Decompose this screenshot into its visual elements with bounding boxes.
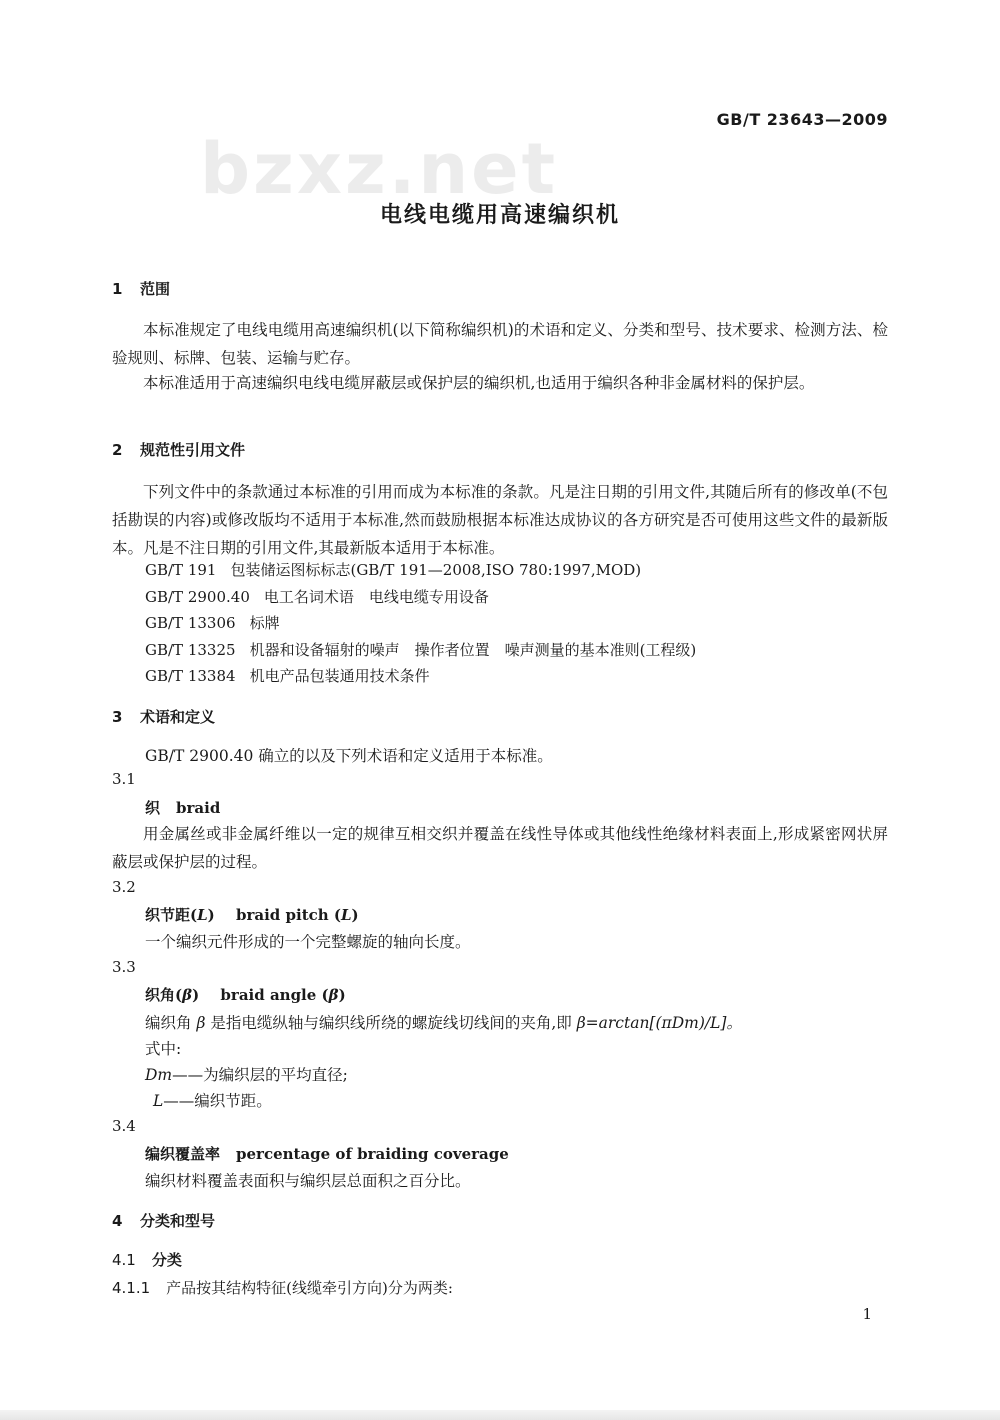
- section-2-paragraph: 下列文件中的条款通过本标准的引用而成为本标准的条款。凡是注日期的引用文件,其随后所有的修改单(不包括勘误的内容)或修改版均不适用于本标准,然而鼓励根据本标准达成协议的各方研究是否可使用这些文件的最新版本。凡是不注日期的引用文件,其最新版本适用于本标准。: [112, 483, 888, 557]
- reference-item: [145, 639, 696, 660]
- term-cn-close: ): [192, 986, 200, 1004]
- term-symbol: L: [341, 906, 352, 924]
- reference-code: GB/T 191: [145, 561, 217, 579]
- definition-text: 是指电缆纵轴与编织线所绕的螺旋线切线间的夹角,即: [205, 1014, 577, 1032]
- term-cn: 织: [145, 799, 161, 817]
- term-en: braid pitch (: [236, 906, 341, 924]
- term-braid: [145, 797, 220, 818]
- section-1-heading: [112, 278, 170, 299]
- reference-item: [145, 612, 280, 633]
- section-title: 规范性引用文件: [140, 441, 246, 459]
- reference-item: [145, 665, 430, 686]
- subsection-4-1-1: [112, 1277, 453, 1298]
- term-definition: 用金属丝或非金属纤维以一定的规律互相交织并覆盖在线性导体或其他线性绝缘材料表面上,形成紧密网状屏蔽层或保护层的过程。: [112, 825, 888, 871]
- term-en: braid angle (: [220, 986, 329, 1004]
- term-symbol: L: [197, 906, 208, 924]
- reference-code: GB/T 13306: [145, 614, 236, 632]
- reference-code: GB/T 13325: [145, 641, 236, 659]
- section-title: 术语和定义: [140, 708, 216, 726]
- subsection-number: 4.1.1: [112, 1279, 151, 1297]
- clause-number: 3.4: [112, 1117, 136, 1135]
- formula-where: 式中:: [145, 1040, 182, 1058]
- term-cn: 织角(: [145, 986, 183, 1004]
- symbol-description: ——编织节距。: [163, 1092, 272, 1110]
- section-3-intro: GB/T 2900.40 确立的以及下列术语和定义适用于本标准。: [145, 747, 553, 765]
- formula: β=arctan[(πDm)/L]。: [576, 1014, 742, 1032]
- reference-item: [145, 586, 489, 607]
- definition-symbol: β: [196, 1014, 206, 1032]
- reference-title: 机器和设备辐射的噪声 操作者位置 噪声测量的基本准则(工程级): [249, 641, 697, 659]
- section-number: 1: [112, 280, 123, 298]
- term-definition: 一个编织元件形成的一个完整螺旋的轴向长度。: [145, 933, 471, 951]
- standard-number: GB/T 23643—2009: [716, 110, 888, 129]
- section-title: 分类和型号: [140, 1212, 216, 1230]
- section-3-heading: [112, 706, 215, 727]
- reference-title: 机电产品包装通用技术条件: [249, 667, 430, 685]
- symbol-l-line: [153, 1089, 272, 1111]
- term-cn-close: ): [207, 906, 215, 924]
- reference-title: 电工名词术语 电线电缆专用设备: [263, 588, 489, 606]
- symbol-dm-line: [145, 1063, 348, 1085]
- term-braiding-coverage: [145, 1143, 509, 1164]
- page-number: 1: [862, 1305, 872, 1323]
- reference-title: 标牌: [249, 614, 280, 632]
- symbol: Dm: [145, 1066, 173, 1084]
- subsection-text: 产品按其结构特征(线缆牵引方向)分为两类:: [166, 1279, 453, 1297]
- term-cn: 编织覆盖率: [145, 1145, 221, 1163]
- subsection-number: 4.1: [112, 1251, 136, 1269]
- clause-number: 3.3: [112, 958, 136, 976]
- section-2-heading: [112, 439, 245, 460]
- symbol-description: ——为编织层的平均直径;: [172, 1066, 348, 1084]
- term-braid-pitch: [145, 904, 359, 925]
- watermark: bzxz.net: [200, 128, 559, 210]
- term-definition: 编织材料覆盖表面积与编织层总面积之百分比。: [145, 1172, 471, 1190]
- reference-code: GB/T 13384: [145, 667, 236, 685]
- reference-code: GB/T 2900.40: [145, 588, 250, 606]
- clause-number: 3.2: [112, 878, 136, 896]
- term-braid-angle: [145, 984, 346, 1005]
- section-number: 4: [112, 1212, 123, 1230]
- section-title: 范围: [140, 280, 171, 298]
- definition-text: 编织角: [145, 1014, 197, 1032]
- section-number: 3: [112, 708, 123, 726]
- term-en: percentage of braiding coverage: [236, 1145, 509, 1163]
- clause-number: 3.1: [112, 770, 136, 788]
- term-en-close: ): [338, 986, 346, 1004]
- term-en: braid: [176, 799, 221, 817]
- subsection-4-1: [112, 1249, 182, 1270]
- term-symbol: β: [182, 986, 193, 1004]
- section-number: 2: [112, 441, 123, 459]
- page-bottom-edge: [0, 1410, 1000, 1420]
- term-en-close: ): [351, 906, 359, 924]
- symbol: L: [153, 1092, 164, 1110]
- term-symbol: β: [328, 986, 339, 1004]
- section-4-heading: [112, 1210, 215, 1231]
- subsection-title: 分类: [151, 1251, 182, 1269]
- section-1-paragraph-1: 本标准规定了电线电缆用高速编织机(以下简称编织机)的术语和定义、分类和型号、技术要求、检测方法、检验规则、标牌、包装、运输与贮存。: [112, 321, 888, 367]
- reference-item: [145, 559, 641, 580]
- section-1-paragraph-2: 本标准适用于高速编织电线电缆屏蔽层或保护层的编织机,也适用于编织各种非金属材料的保护层。: [143, 374, 815, 392]
- document-title: 电线电缆用高速编织机: [379, 203, 620, 228]
- term-definition: [145, 1011, 742, 1033]
- reference-title: 包装储运图标标志(GB/T 191—2008,ISO 780:1997,MOD): [230, 561, 642, 579]
- term-cn: 织节距(: [145, 906, 198, 924]
